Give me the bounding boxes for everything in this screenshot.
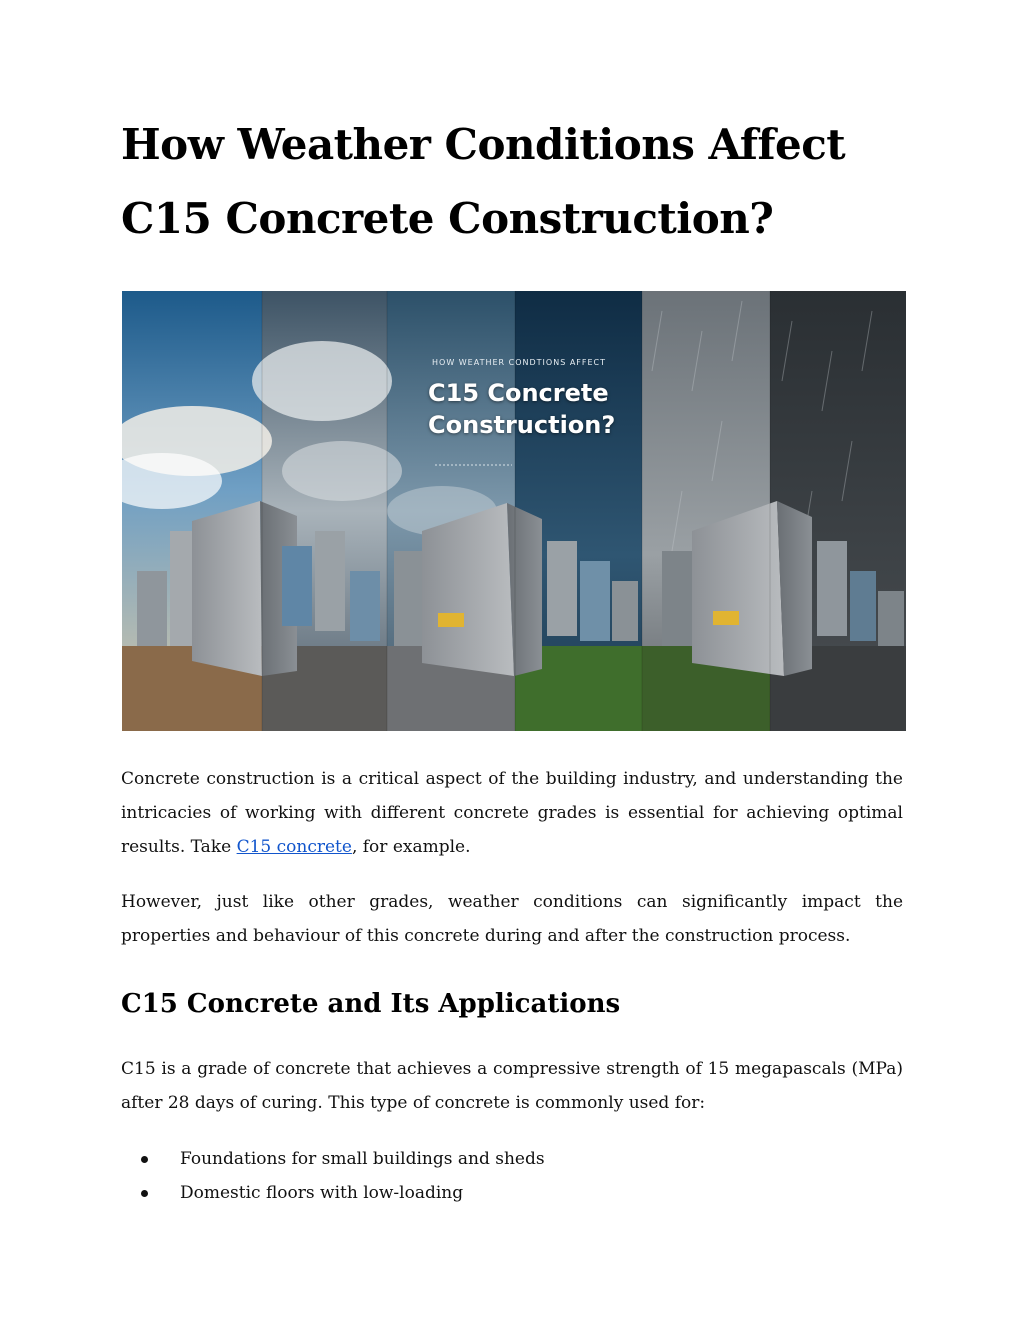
intro-text-before: Concrete construction is a critical aspect of the building industry, and understanding the intricacies of working with different concrete grades is essential for achieving optimal results. Take <box>121 769 903 857</box>
section-paragraph: C15 is a grade of concrete that achieves a compressive strength of 15 megapascals (MPa) after 28 days of curing. This type of concrete is commonly used for: <box>121 1059 903 1113</box>
hero-title-line-1: C15 Concrete <box>428 379 609 407</box>
intro-text-after: , for example. <box>351 837 471 857</box>
applications-list <box>121 1142 903 1210</box>
list-item-text: Domestic floors with low-loading <box>180 1183 464 1203</box>
list-item <box>121 1176 903 1210</box>
bullet-icon <box>141 1156 148 1163</box>
hero-image <box>122 291 906 731</box>
hero-illustration <box>122 291 906 731</box>
page-title <box>121 108 921 256</box>
hero-title <box>428 377 668 441</box>
intro-paragraph-2: However, just like other grades, weather conditions can significantly impact the properties and behaviour of this concrete during and after the construction process. <box>121 892 903 946</box>
hero-title-line-2: Construction? <box>428 411 616 439</box>
list-item-text: Foundations for small buildings and sheds <box>180 1149 545 1169</box>
title-line-2: C15 Concrete Construction? <box>121 194 774 243</box>
hero-kicker: HOW WEATHER CONDTIONS AFFECT <box>432 358 607 367</box>
section-heading: C15 Concrete and Its Applications <box>121 989 621 1019</box>
bullet-icon <box>141 1190 148 1197</box>
list-item <box>121 1142 903 1176</box>
intro-paragraph-1 <box>121 762 903 864</box>
title-line-1: How Weather Conditions Affect <box>121 120 846 169</box>
c15-concrete-link[interactable]: C15 concrete <box>236 837 352 857</box>
